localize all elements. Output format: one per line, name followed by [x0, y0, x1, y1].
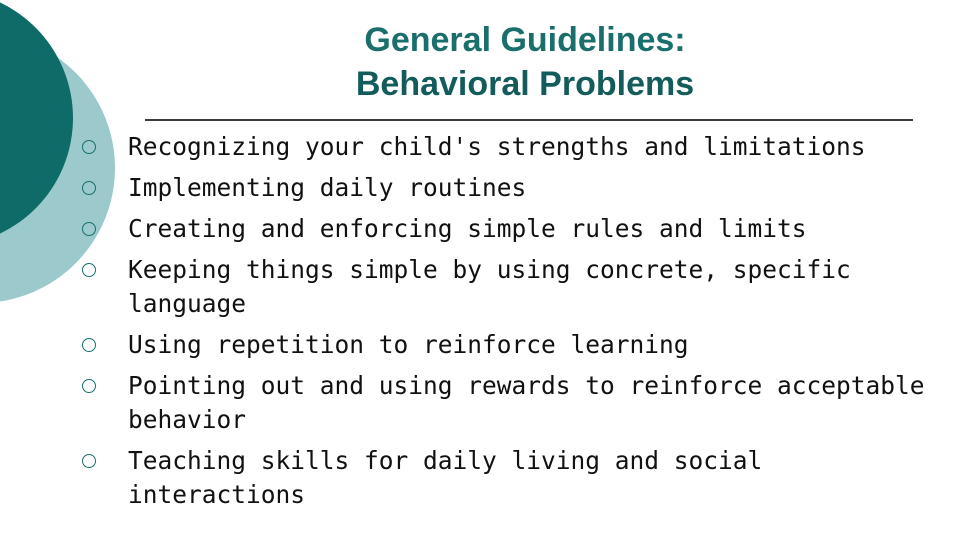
bullet-text: Creating and enforcing simple rules and limits: [128, 214, 807, 243]
bullet-item: [82, 171, 942, 205]
bullet-item: [82, 253, 942, 321]
hollow-circle-icon: [82, 140, 96, 154]
bullet-item: [82, 444, 942, 512]
dark-teal-circle: [0, 0, 73, 246]
bullet-text: Implementing daily routines: [128, 173, 527, 202]
bullet-item: [82, 328, 942, 362]
bullet-text: Recognizing your child's strengths and limitations: [128, 132, 866, 161]
hollow-circle-icon: [82, 263, 96, 277]
bullet-text: Keeping things simple by using concrete, specific language: [128, 255, 851, 318]
hollow-circle-icon: [82, 338, 96, 352]
bullet-item: [82, 212, 942, 246]
bullet-text: Using repetition to reinforce learning: [128, 330, 689, 359]
slide-title: [300, 18, 750, 106]
bullet-list: [82, 130, 942, 519]
title-line-2: Behavioral Problems: [355, 65, 695, 103]
bullet-item: [82, 130, 942, 164]
title-line-1: General Guidelines:: [364, 21, 686, 59]
bullet-text: Teaching skills for daily living and social interactions: [128, 446, 763, 509]
title-divider: [145, 119, 913, 121]
hollow-circle-icon: [82, 181, 96, 195]
hollow-circle-icon: [82, 379, 96, 393]
bullet-item: [82, 369, 942, 437]
hollow-circle-icon: [82, 454, 96, 468]
bullet-text: Pointing out and using rewards to reinforce acceptable behavior: [128, 371, 925, 434]
hollow-circle-icon: [82, 222, 96, 236]
